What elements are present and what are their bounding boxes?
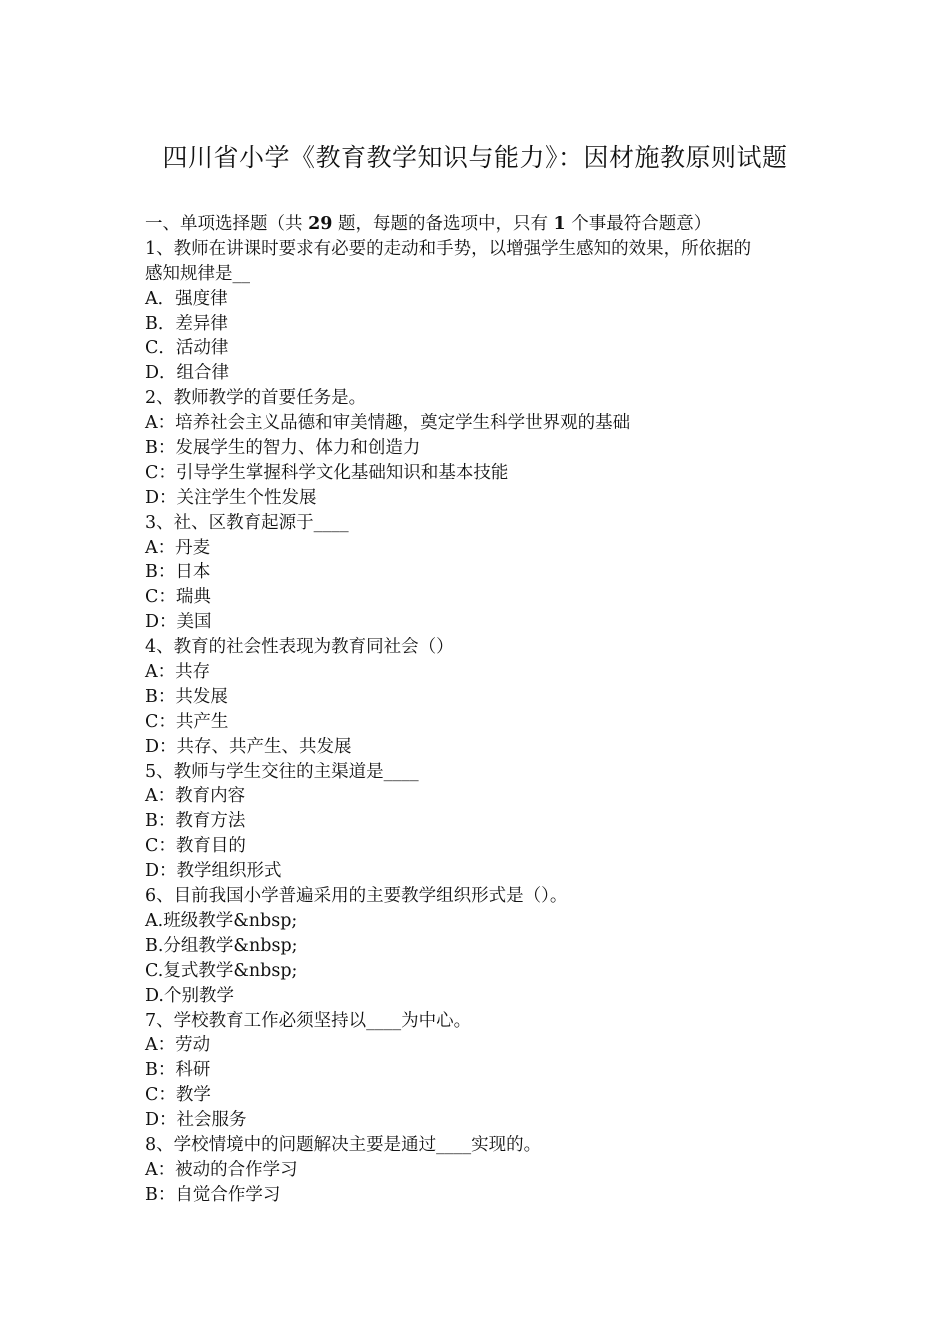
text-line: 感知规律是__ (145, 263, 250, 284)
text-line: A：共存 (145, 662, 211, 683)
text-line: D：关注学生个性发展 (145, 487, 317, 508)
text-line: B：日本 (145, 562, 211, 583)
text-line: C：瑞典 (145, 587, 211, 608)
text-line: D．组合律 (145, 363, 230, 384)
section-heading-middle: 题，每题的备选项中，只有 (332, 214, 554, 234)
question-count: 29 (308, 214, 333, 234)
text-line: 7、学校教育工作必须坚持以____为中心。 (145, 1010, 472, 1031)
text-line: 5、教师与学生交往的主渠道是____ (145, 761, 419, 782)
text-line: B：科研 (145, 1060, 211, 1081)
text-line: B：共发展 (145, 686, 228, 707)
text-line: A．强度律 (145, 288, 228, 309)
text-line: C．活动律 (145, 338, 229, 359)
section-heading-prefix: 一、单项选择题（共 (145, 214, 309, 234)
text-line: A：丹麦 (145, 537, 211, 558)
text-line: 3、社、区教育起源于____ (145, 512, 349, 533)
text-line: D：社会服务 (145, 1110, 247, 1131)
text-line: D：共存、共产生、共发展 (145, 736, 352, 757)
text-line: B.分组教学&nbsp; (145, 935, 298, 956)
text-line: 8、学校情境中的问题解决主要是通过____实现的。 (145, 1134, 542, 1155)
text-line: B：教育方法 (145, 811, 246, 832)
answer-count: 1 (553, 214, 566, 234)
text-line: A：教育内容 (145, 786, 246, 807)
document-body (145, 212, 815, 1208)
text-line: 6、目前我国小学普遍采用的主要教学组织形式是（）。 (145, 886, 568, 907)
text-line: C：引导学生掌握科学文化基础知识和基本技能 (145, 462, 509, 483)
section-heading-suffix: 个事最符合题意） (565, 214, 712, 234)
text-line: D：美国 (145, 612, 212, 633)
text-line: A：劳动 (145, 1035, 211, 1056)
text-line: C.复式教学&nbsp; (145, 960, 298, 981)
text-line: 1、教师在讲课时要求有必要的走动和手势，以增强学生感知的效果，所依据的 (145, 238, 752, 259)
text-line: B：自觉合作学习 (145, 1184, 281, 1205)
text-line: D：教学组织形式 (145, 861, 282, 882)
text-line: C：共产生 (145, 711, 229, 732)
question-list (145, 237, 815, 1208)
text-line: B：发展学生的智力、体力和创造力 (145, 438, 421, 459)
text-line: 2、教师教学的首要任务是。 (145, 388, 367, 409)
text-line: A：被动的合作学习 (145, 1159, 298, 1180)
text-line: C：教育目的 (145, 836, 246, 857)
text-line: C：教学 (145, 1085, 211, 1106)
text-line: 4、教育的社会性表现为教育同社会（） (145, 637, 454, 658)
text-line: B．差异律 (145, 313, 228, 334)
document-title: 四川省小学《教育教学知识与能力》：因材施教原则试题 (162, 143, 788, 172)
text-line: D.个别教学 (145, 985, 234, 1006)
section-heading (145, 212, 815, 237)
text-line: A：培养社会主义品德和审美情趣，奠定学生科学世界观的基础 (145, 413, 631, 434)
text-line: A.班级教学&nbsp; (145, 910, 298, 931)
